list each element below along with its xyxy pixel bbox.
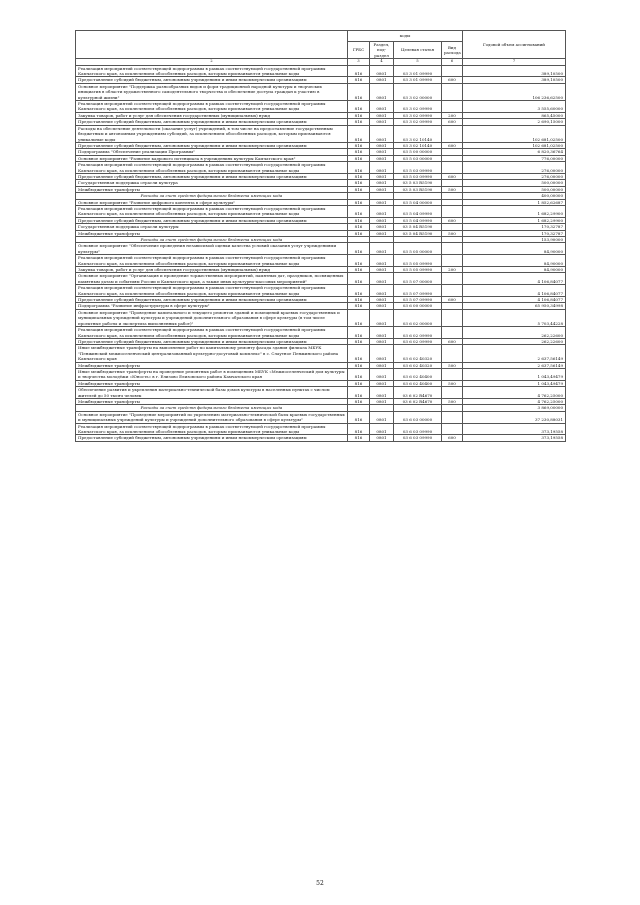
index-cell: 2: [76, 59, 348, 65]
row-stat-cell: 03 6 02 09990: [394, 327, 442, 339]
row-grbs-cell: 816: [348, 162, 370, 174]
row-sum-cell: 389,10500: [463, 77, 566, 83]
row-sum-cell: 4 106,84077: [463, 297, 566, 303]
row-razdel-cell: 0801: [370, 142, 394, 148]
row-grbs-cell: 816: [348, 205, 370, 217]
row-razdel-cell: 0801: [370, 309, 394, 326]
row-sum-cell: 37 230,88031: [463, 411, 566, 423]
row-name-cell: Реализация мероприятий соответствующей подпрограммы в рамках соответствующей государственной программы Камчатского края, за исключением обособленных расходов, которым присваиваются уникальные коды: [76, 162, 348, 174]
row-grbs-cell: 816: [348, 77, 370, 83]
row-razdel-cell: 0801: [370, 149, 394, 155]
row-sum-cell: 84,90000: [463, 243, 566, 255]
row-grbs-cell: 816: [348, 285, 370, 297]
row-razdel-cell: 0801: [370, 345, 394, 362]
row-name-cell: Межбюджетные трансферты: [76, 230, 348, 236]
row-vid-cell: [442, 423, 463, 435]
row-sum-cell: 6 820,36764: [463, 149, 566, 155]
row-name-cell: Реализация мероприятий соответствующей подпрограммы в рамках соответствующей государственной программы Камчатского края, за исключением обособленных расходов, которым присваиваются уникальные коды: [76, 101, 348, 113]
row-name-cell: Предоставление субсидий бюджетным, автономным учреждениям и иным некоммерческим организациям: [76, 119, 348, 125]
row-vid-cell: 600: [442, 77, 463, 83]
row-grbs-cell: 816: [348, 255, 370, 267]
row-name-cell: Закупка товаров, работ и услуг для обеспечения государственных (муниципальных) нужд: [76, 112, 348, 118]
row-name-cell: Реализация мероприятий соответствующей подпрограммы в рамках соответствующей государственной программы Камчатского края, за исключением обособленных расходов, которым присваиваются уникальные коды: [76, 285, 348, 297]
row-vid-cell: 500: [442, 362, 463, 368]
row-name-cell: Реализация мероприятий соответствующей подпрограммы в рамках соответствующей государственной программы Камчатского края, за исключением обособленных расходов, которым присваиваются уникальные коды: [76, 423, 348, 435]
row-vid-cell: 200: [442, 112, 463, 118]
row-name-cell: Реализация мероприятий соответствующей подпрограммы в рамках соответствующей государственной программы Камчатского края, за исключением обособленных расходов, которым присваиваются уникальные коды: [76, 255, 348, 267]
index-cell: 5: [394, 59, 442, 65]
row-sum-cell: 3 555,60000: [463, 101, 566, 113]
row-vid-cell: [442, 411, 463, 423]
row-name-cell: Основное мероприятие "Поддержка разнообразных видов и форм традиционной народной культуры и творческих инициатив в области художественного самодеятельного творчества и обеспечение доступа граждан к участию в культурной жизни": [76, 83, 348, 100]
table-row: [76, 327, 566, 339]
row-vid-cell: 600: [442, 217, 463, 223]
row-sum-cell: 170,32787: [463, 224, 566, 230]
row-name-cell: Предоставление субсидий бюджетным, автономным учреждениям и иным некоммерческим организациям: [76, 297, 348, 303]
row-vid-cell: 600: [442, 338, 463, 344]
row-grbs-cell: 816: [348, 224, 370, 230]
row-stat-cell: 03 6 00 00000: [394, 303, 442, 309]
row-grbs-cell: 816: [348, 180, 370, 186]
row-stat-cell: 03 5 04 09990: [394, 205, 442, 217]
table-row: [76, 65, 566, 77]
row-razdel-cell: 0801: [370, 230, 394, 236]
row-stat-cell: 03 5 04 R5190: [394, 224, 442, 230]
row-razdel-cell: 0801: [370, 162, 394, 174]
row-sum-cell: 106 236,62500: [463, 83, 566, 100]
row-razdel-cell: 0801: [370, 387, 394, 399]
row-sum-cell: 500,00000: [463, 180, 566, 186]
row-razdel-cell: 0801: [370, 173, 394, 179]
row-grbs-cell: 816: [348, 267, 370, 273]
row-razdel-cell: 0801: [370, 380, 394, 386]
row-sum-cell: 5 703,44228: [463, 309, 566, 326]
table-row: [76, 255, 566, 267]
row-sum-cell: 276,00000: [463, 162, 566, 174]
row-razdel-cell: 0801: [370, 362, 394, 368]
row-stat-cell: 03 5 03 09990: [394, 173, 442, 179]
row-razdel-cell: 0801: [370, 125, 394, 142]
row-razdel-cell: 0801: [370, 186, 394, 192]
row-razdel-cell: 0801: [370, 119, 394, 125]
row-sum-cell: 65 950,34998: [463, 303, 566, 309]
row-grbs-cell: 816: [348, 423, 370, 435]
row-name-cell: Основное мероприятие "Развитие кадрового потенциала в учреждениях культуры Камчатского края": [76, 155, 348, 161]
row-vid-cell: [442, 368, 463, 380]
row-name-cell: Основное мероприятие "Проведение мероприятий по укреплению материально-технической базы краевых государственных и муниципальных учреждений культуры и учреждений дополнительного образования в сфере культуры": [76, 411, 348, 423]
header-name: [76, 31, 348, 59]
row-name-cell: Основное мероприятие "Проведение капитального и текущего ремонтов зданий и помещений краевых государственных и муниципальных учреждений культуры и учреждений дополнительного образования в сфере культуры (в том числе проектные работы и экспертиза выполненных работ)": [76, 309, 348, 326]
row-name-cell: Расходы за счет средств федерального бюджета имеющих кода: [76, 405, 348, 411]
row-sum-cell: 84,90000: [463, 267, 566, 273]
row-stat-cell: 03 6 03 09990: [394, 423, 442, 435]
row-vid-cell: [442, 205, 463, 217]
row-sum-cell: 262,22600: [463, 338, 566, 344]
row-razdel-cell: 0801: [370, 423, 394, 435]
table-row: [76, 125, 566, 142]
row-vid-cell: 500: [442, 186, 463, 192]
row-vid-cell: [442, 162, 463, 174]
row-sum-cell: 153,90000: [463, 237, 566, 243]
row-stat-cell: 03 3 02 09990: [394, 101, 442, 113]
table-row: [76, 243, 566, 255]
row-stat-cell: 03 5 04 R5190: [394, 230, 442, 236]
row-grbs-cell: 816: [348, 297, 370, 303]
header-sum: Годовой объем ассигнований: [463, 31, 566, 59]
row-name-cell: Реализация мероприятий соответствующей подпрограммы в рамках соответствующей государственной программы Камчатского края, за исключением обособленных расходов, которым присваиваются уникальные коды: [76, 327, 348, 339]
row-grbs-cell: 816: [348, 273, 370, 285]
row-vid-cell: [442, 101, 463, 113]
row-grbs-cell: 816: [348, 155, 370, 161]
header-stat: Целевая статья: [394, 42, 442, 59]
row-grbs-cell: 816: [348, 199, 370, 205]
row-name-cell: Расходы за счет средств федерального бюджета имеющих кода: [76, 237, 348, 243]
row-sum-cell: 2 637,56149: [463, 362, 566, 368]
row-vid-cell: 500: [442, 230, 463, 236]
table-header: [76, 31, 566, 66]
row-vid-cell: 600: [442, 435, 463, 441]
row-name-cell: Подпрограмма "Развитие инфраструктуры в сфере культуры": [76, 303, 348, 309]
row-stat-cell: 03 5 07 09990: [394, 285, 442, 297]
row-vid-cell: 600: [442, 297, 463, 303]
table-row: [76, 101, 566, 113]
row-name-cell: Межбюджетные трансферты: [76, 380, 348, 386]
row-stat-cell: 03 5 00 00000: [394, 149, 442, 155]
table-row: [76, 309, 566, 326]
row-grbs-cell: 816: [348, 186, 370, 192]
row-name-cell: Расходы на обеспечение деятельности (оказание услуг) учреждений, в том числе на предоставление государственным бюджетным и автономным учреждениям субсидий, за исключением обособленных расходов, которым присваиваются уникальные коды: [76, 125, 348, 142]
row-stat-cell: 03 6 02 40320: [394, 362, 442, 368]
table-row: [76, 205, 566, 217]
row-razdel-cell: 0801: [370, 303, 394, 309]
row-razdel-cell: 0801: [370, 273, 394, 285]
row-sum-cell: 276,00000: [463, 173, 566, 179]
row-vid-cell: [442, 83, 463, 100]
row-sum-cell: 262,22600: [463, 327, 566, 339]
row-grbs-cell: 816: [348, 101, 370, 113]
row-name-cell: Основное мероприятие "Организация и проведение торжественных мероприятий, памятных дат, праздников, посвященных памятным датам и событиям России и Камчатского края, а также иных культурно-массовых мероприятий": [76, 273, 348, 285]
row-name-cell: Предоставление субсидий бюджетным, автономным учреждениям и иным некоммерческим организациям: [76, 77, 348, 83]
row-sum-cell: 373,19558: [463, 435, 566, 441]
row-stat-cell: 03 5 04 09990: [394, 217, 442, 223]
row-name-cell: Предоставление субсидий бюджетным, автономным учреждениям и иным некоммерческим организациям: [76, 338, 348, 344]
row-name-cell: Государственная поддержка отрасли культура: [76, 180, 348, 186]
table-body: [76, 65, 566, 441]
row-sum-cell: 500,00000: [463, 186, 566, 192]
row-grbs-cell: 816: [348, 83, 370, 100]
row-grbs-cell: 816: [348, 345, 370, 362]
header-grbs: ГРБС: [348, 42, 370, 59]
table-row: [76, 435, 566, 441]
row-vid-cell: 500: [442, 380, 463, 386]
row-vid-cell: [442, 387, 463, 399]
header-razdel: Раздел, под-раздел: [370, 42, 394, 59]
row-grbs-cell: 816: [348, 65, 370, 77]
header-codes: коды: [348, 31, 463, 42]
row-stat-cell: 03 5 05 00000: [394, 243, 442, 255]
row-vid-cell: [442, 285, 463, 297]
row-razdel-cell: 0801: [370, 243, 394, 255]
row-razdel-cell: 0801: [370, 155, 394, 161]
row-razdel-cell: 0801: [370, 255, 394, 267]
row-name-cell: Предоставление субсидий бюджетным, автономным учреждениям и иным некоммерческим организациям: [76, 435, 348, 441]
row-grbs-cell: 816: [348, 119, 370, 125]
table-row: [76, 345, 566, 362]
table-row: [76, 273, 566, 285]
row-razdel-cell: 0801: [370, 297, 394, 303]
row-sum-cell: 102 681,02500: [463, 125, 566, 142]
row-grbs-cell: 816: [348, 362, 370, 368]
row-grbs-cell: 816: [348, 435, 370, 441]
row-stat-cell: 03 5 03 00000: [394, 155, 442, 161]
row-grbs-cell: 816: [348, 411, 370, 423]
row-razdel-cell: 0801: [370, 338, 394, 344]
row-razdel-cell: 0801: [370, 435, 394, 441]
row-razdel-cell: 0801: [370, 83, 394, 100]
row-razdel-cell: 0801: [370, 199, 394, 205]
budget-table: [75, 30, 566, 442]
table-row: [76, 162, 566, 174]
row-vid-cell: [442, 309, 463, 326]
index-cell: 3: [348, 59, 370, 65]
row-vid-cell: 600: [442, 119, 463, 125]
row-sum-cell: 1 682,29900: [463, 205, 566, 217]
row-stat-cell: 03 5 04 00000: [394, 199, 442, 205]
row-stat-cell: 03 6 02 40400: [394, 368, 442, 380]
row-razdel-cell: 0801: [370, 368, 394, 380]
row-vid-cell: [442, 273, 463, 285]
row-name-cell: Иные межбюджетные трансферты на выполнение работ по капитальному ремонту фасада здания филиала МБУК "Пенжинский межпоселенческий централизованный культурно-досуговый комплекс" в с. Слаутное Пенжинского района Камчатского края: [76, 345, 348, 362]
row-stat-cell: 03 6 03 09990: [394, 435, 442, 441]
row-razdel-cell: 0801: [370, 65, 394, 77]
row-grbs-cell: 816: [348, 230, 370, 236]
table-row: [76, 387, 566, 399]
row-vid-cell: [442, 65, 463, 77]
row-vid-cell: 600: [442, 173, 463, 179]
row-stat-cell: 03 6 02 R4670: [394, 398, 442, 404]
row-stat-cell: 03 5 05 09990: [394, 255, 442, 267]
row-name-cell: Реализация мероприятий соответствующей подпрограммы в рамках соответствующей государственной программы Камчатского края, за исключением обособленных расходов, которым присваиваются уникальные коды: [76, 205, 348, 217]
row-stat-cell: 03 3 01 09990: [394, 65, 442, 77]
row-name-cell: Расходы за счет средств федерального бюджета имеющих кода: [76, 193, 348, 199]
row-vid-cell: 600: [442, 142, 463, 148]
row-stat-cell: 03 5 03 R5190: [394, 186, 442, 192]
row-stat-cell: 03 3 02 00000: [394, 83, 442, 100]
row-vid-cell: [442, 255, 463, 267]
row-razdel-cell: 0801: [370, 327, 394, 339]
row-vid-cell: [442, 345, 463, 362]
row-name-cell: Межбюджетные трансферты: [76, 362, 348, 368]
row-sum-cell: 1 682,29900: [463, 217, 566, 223]
row-stat-cell: 03 3 02 10140: [394, 142, 442, 148]
row-razdel-cell: 0801: [370, 112, 394, 118]
index-cell: 6: [442, 59, 463, 65]
row-grbs-cell: 816: [348, 380, 370, 386]
row-razdel-cell: 0801: [370, 267, 394, 273]
row-razdel-cell: 0801: [370, 77, 394, 83]
index-cell: 4: [370, 59, 394, 65]
row-name-cell: Межбюджетные трансферты: [76, 398, 348, 404]
row-grbs-cell: 816: [348, 309, 370, 326]
row-name-cell: Подпрограмма "Обеспечение реализации Программы": [76, 149, 348, 155]
row-name-cell: Межбюджетные трансферты: [76, 186, 348, 192]
row-grbs-cell: 816: [348, 368, 370, 380]
table-row: [76, 285, 566, 297]
row-sum-cell: 4 106,84077: [463, 285, 566, 297]
row-vid-cell: 200: [442, 267, 463, 273]
row-sum-cell: 865,45000: [463, 112, 566, 118]
row-stat-cell: 03 6 02 R4670: [394, 387, 442, 399]
row-sum-cell: 373,19558: [463, 423, 566, 435]
row-grbs-cell: 816: [348, 387, 370, 399]
row-sum-cell: 389,10500: [463, 65, 566, 77]
row-name-cell: Основное мероприятие "Развитие цифрового контента в сфере культуры": [76, 199, 348, 205]
row-sum-cell: 4 762,25000: [463, 387, 566, 399]
row-name-cell: Государственная поддержка отрасли культуры: [76, 224, 348, 230]
row-grbs-cell: 816: [348, 125, 370, 142]
row-name-cell: Закупка товаров, работ и услуг для обеспечения государственных (муниципальных) нужд: [76, 267, 348, 273]
row-razdel-cell: 0801: [370, 411, 394, 423]
row-grbs-cell: 816: [348, 398, 370, 404]
row-sum-cell: 1 043,49479: [463, 368, 566, 380]
row-grbs-cell: 816: [348, 142, 370, 148]
index-cell: 7: [463, 59, 566, 65]
row-sum-cell: 2 637,56149: [463, 345, 566, 362]
row-razdel-cell: 0801: [370, 205, 394, 217]
row-razdel-cell: 0801: [370, 285, 394, 297]
row-stat-cell: 03 5 07 09990: [394, 297, 442, 303]
row-vid-cell: [442, 243, 463, 255]
row-razdel-cell: 0801: [370, 398, 394, 404]
row-sum-cell: 776,00000: [463, 155, 566, 161]
row-sum-cell: 84,90000: [463, 255, 566, 267]
row-grbs-cell: 816: [348, 217, 370, 223]
row-name-cell: Реализация мероприятий соответствующей подпрограммы в рамках соответствующей государственной программы Камчатского края, за исключением обособленных расходов, которым присваиваются уникальные коды: [76, 65, 348, 77]
row-stat-cell: 03 5 05 09990: [394, 267, 442, 273]
row-vid-cell: [442, 125, 463, 142]
row-sum-cell: 400,00000: [463, 193, 566, 199]
row-sum-cell: 4 106,84077: [463, 273, 566, 285]
row-name-cell: Предоставление субсидий бюджетным, автономным учреждениям и иным некоммерческим организациям: [76, 217, 348, 223]
row-grbs-cell: 816: [348, 338, 370, 344]
row-stat-cell: 03 3 02 10140: [394, 125, 442, 142]
row-name-cell: Предоставление субсидий бюджетным, автономным учреждениям и иным некоммерческим организациям: [76, 173, 348, 179]
table-row: [76, 83, 566, 100]
page-number: 52: [316, 880, 324, 887]
row-stat-cell: 03 6 02 09990: [394, 338, 442, 344]
row-grbs-cell: 816: [348, 303, 370, 309]
row-sum-cell: 170,32787: [463, 230, 566, 236]
row-sum-cell: 3 869,00000: [463, 405, 566, 411]
table-row: [76, 411, 566, 423]
row-razdel-cell: 0801: [370, 180, 394, 186]
row-grbs-cell: 816: [348, 149, 370, 155]
row-name-cell: Обеспечение развития и укрепления материально-технической базы домов культуры в населенных пунктах с числом жителей до 50 тысяч человек: [76, 387, 348, 399]
row-grbs-cell: 816: [348, 327, 370, 339]
row-razdel-cell: 0801: [370, 224, 394, 230]
row-stat-cell: 03 5 03 09990: [394, 162, 442, 174]
table-row: [76, 368, 566, 380]
row-name-cell: Иные межбюджетные трансферты на проведение ремонтных работ в помещениях МБУК «Межпоселенческий дом культуры и творчества молодёжи «Юность» в г. Елизово Елизовского района Камчатского края: [76, 368, 348, 380]
row-stat-cell: 03 6 02 40320: [394, 345, 442, 362]
row-sum-cell: 1 043,49479: [463, 380, 566, 386]
row-sum-cell: 102 681,02500: [463, 142, 566, 148]
header-vid: Вид расхода: [442, 42, 463, 59]
table-row: [76, 423, 566, 435]
row-grbs-cell: 816: [348, 173, 370, 179]
row-razdel-cell: 0801: [370, 101, 394, 113]
row-razdel-cell: 0801: [370, 217, 394, 223]
row-stat-cell: 03 5 07 00000: [394, 273, 442, 285]
row-stat-cell: 03 3 02 09990: [394, 119, 442, 125]
row-stat-cell: 03 6 03 00000: [394, 411, 442, 423]
row-stat-cell: 03 3 01 09990: [394, 77, 442, 83]
row-stat-cell: 03 3 02 09990: [394, 112, 442, 118]
row-name-cell: Основное мероприятие "Обеспечение проведения независимой оценки качества условий оказания услуг учреждениями культуры": [76, 243, 348, 255]
row-sum-cell: 4 762,25000: [463, 398, 566, 404]
row-sum-cell: 2 690,15000: [463, 119, 566, 125]
row-stat-cell: 03 6 02 40400: [394, 380, 442, 386]
row-grbs-cell: 816: [348, 112, 370, 118]
row-stat-cell: 03 6 02 00000: [394, 309, 442, 326]
row-sum-cell: 1 852,62687: [463, 199, 566, 205]
row-vid-cell: [442, 327, 463, 339]
row-grbs-cell: 816: [348, 243, 370, 255]
row-vid-cell: 500: [442, 398, 463, 404]
row-name-cell: Предоставление субсидий бюджетным, автономным учреждениям и иным некоммерческим организациям: [76, 142, 348, 148]
row-stat-cell: 03 5 03 R5190: [394, 180, 442, 186]
